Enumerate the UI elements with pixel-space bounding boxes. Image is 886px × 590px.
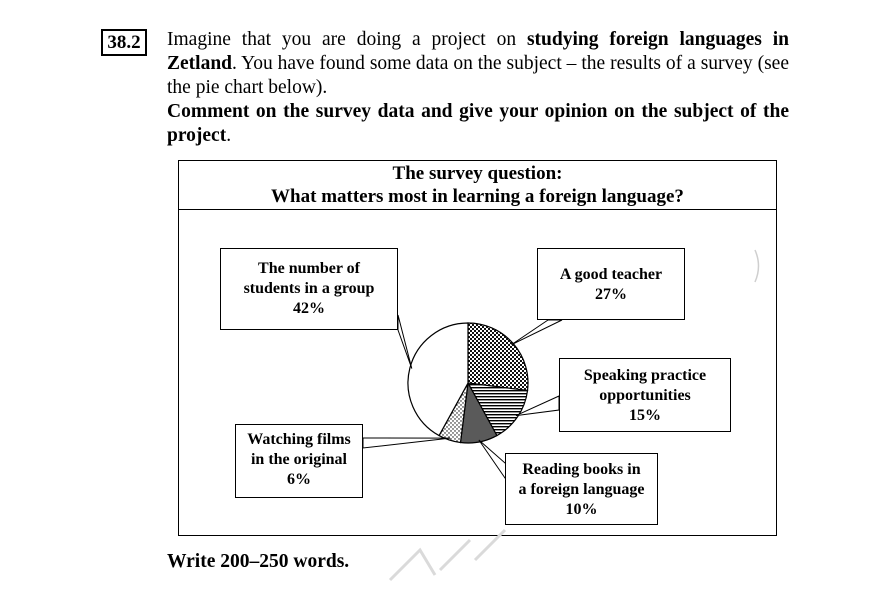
chart-title-line-2: What matters most in learning a foreign language? <box>271 186 684 207</box>
callout-students-in-group <box>220 248 398 330</box>
label-teacher: A good teacher <box>559 266 663 283</box>
margin-bracket-mark <box>752 248 764 284</box>
task-instruction: Comment on the survey data and give your opinion on the subject of the project. <box>167 101 789 146</box>
label-students-line-2: students in a group <box>243 280 375 297</box>
label-reading-line-2: a foreign language <box>518 481 645 498</box>
label-students-line-1: The number of <box>258 260 360 277</box>
callout-good-teacher <box>537 248 685 320</box>
value-reading: 10% <box>565 501 598 518</box>
value-teacher: 27% <box>595 286 627 303</box>
value-speaking: 15% <box>629 407 661 424</box>
project-topic: studying foreign languages in Zetland <box>167 29 789 74</box>
label-films-line-1: Watching films <box>247 431 351 448</box>
leader-students-in-group <box>398 315 412 369</box>
label-films-line-2: in the original <box>250 451 347 468</box>
value-films: 6% <box>287 471 311 488</box>
word-count-instruction: Write 200–250 words. <box>167 551 350 572</box>
value-students: 42% <box>293 300 325 317</box>
slice-good-teacher <box>468 323 528 391</box>
label-reading-line-1: Reading books in <box>522 461 641 478</box>
callout-watching-films <box>235 424 363 498</box>
label-speaking-line-1: Speaking practice <box>583 367 707 384</box>
task-description: Imagine that you are doing a project on studying foreign languages in Zetland. You have found some data on the subject – the results of a survey (see the pie chart below). <box>167 29 789 98</box>
task-number: 38.2 <box>101 29 147 56</box>
leader-good-teacher <box>512 320 562 345</box>
callout-speaking-practice <box>559 358 731 432</box>
leader-watching-films <box>363 438 450 448</box>
callout-reading-books <box>505 453 658 525</box>
chart-title-line-1: The survey question: <box>392 163 563 184</box>
label-speaking-line-2: opportunities <box>599 387 691 404</box>
